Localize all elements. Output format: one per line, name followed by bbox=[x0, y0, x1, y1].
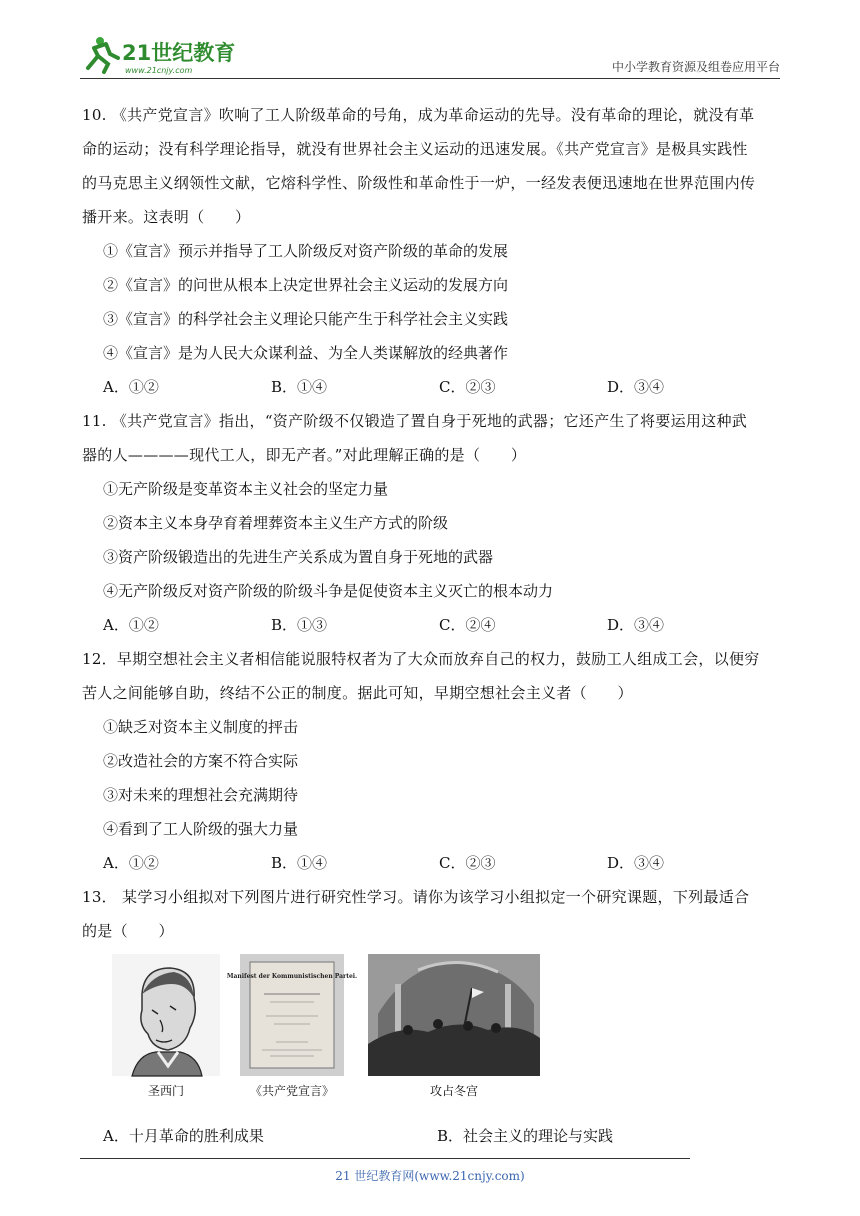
platform-name: 中小学教育资源及组卷应用平台 bbox=[611, 60, 780, 74]
choice-a[interactable]: A．十月革命的胜利成果 bbox=[103, 1127, 264, 1145]
portrait-figure bbox=[112, 954, 220, 1099]
image-caption: 圣西门 bbox=[147, 1084, 184, 1098]
statement-option: ③《宣言》的科学社会主义理论只能产生于科学社会主义实践 bbox=[103, 310, 509, 328]
statement-option: ①缺乏对资本主义制度的抨击 bbox=[103, 718, 299, 736]
question-stem-line: 12．早期空想社会主义者相信能说服特权者为了大众而放弃自己的权力，鼓励工人组成工会，以便穷 bbox=[82, 650, 760, 668]
choice-a[interactable]: A．①② bbox=[103, 378, 159, 396]
question-stem-line: 的是（ ） bbox=[82, 922, 174, 940]
choice-b[interactable]: B．①④ bbox=[271, 378, 328, 396]
choice-d[interactable]: D．③④ bbox=[607, 854, 665, 872]
question-stem-line: 11. 《共产党宣言》指出，“资产阶级不仅锻造了置自身于死地的武器；它还产生了将要运用这种武 bbox=[82, 412, 748, 430]
choice-b[interactable]: B．①④ bbox=[271, 854, 328, 872]
statement-option: ②《宣言》的问世从根本上决定世界社会主义运动的发展方向 bbox=[103, 276, 509, 294]
winter-palace-figure bbox=[368, 954, 540, 1099]
statement-option: ②资本主义本身孕育着埋葬资本主义生产方式的阶级 bbox=[103, 514, 449, 532]
manifesto-figure bbox=[226, 954, 358, 1099]
choice-d[interactable]: D．③④ bbox=[607, 616, 665, 634]
statement-option: ③资产阶级锻造出的先进生产关系成为置自身于死地的武器 bbox=[103, 548, 494, 566]
question-stem-line: 13． 某学习小组拟对下列图片进行研究性学习。请你为该学习小组拟定一个研究课题，下列最适合 bbox=[82, 888, 750, 906]
statement-option: ③对未来的理想社会充满期待 bbox=[103, 786, 299, 804]
logo-url: www.21cnjy.com bbox=[125, 66, 193, 75]
question-stem-line: 器的人————现代工人，即无产者。”对此理解正确的是（ ） bbox=[82, 446, 527, 464]
answer-choices bbox=[82, 1119, 782, 1153]
page-header bbox=[80, 28, 780, 80]
choice-a[interactable]: A．①② bbox=[103, 616, 159, 634]
answer-choices bbox=[82, 608, 782, 642]
question-stem-line: 命的运动；没有科学理论指导，就没有世界社会主义运动的迅速发展。《共产党宣言》是极具实践性 bbox=[82, 140, 748, 158]
choice-b[interactable]: B．社会主义的理论与实践 bbox=[437, 1127, 614, 1145]
statement-option: ①《宣言》预示并指导了工人阶级反对资产阶级的革命的发展 bbox=[103, 242, 509, 260]
choice-c[interactable]: C．②④ bbox=[439, 616, 496, 634]
question-stem-line: 苦人之间能够自助，终结不公正的制度。据此可知，早期空想社会主义者（ ） bbox=[82, 684, 633, 702]
answer-choices bbox=[82, 370, 782, 404]
statement-option: ④无产阶级反对资产阶级的阶级斗争是促使资本主义灭亡的根本动力 bbox=[103, 582, 554, 600]
choice-c[interactable]: C．②③ bbox=[439, 378, 496, 396]
question-stem-line: 播开来。这表明（ ） bbox=[82, 208, 251, 226]
logo-text: 21世纪教育 bbox=[122, 41, 236, 65]
choice-c[interactable]: C．②③ bbox=[439, 854, 496, 872]
question-13 bbox=[82, 880, 782, 1153]
image-caption: 攻占冬宫 bbox=[429, 1084, 478, 1098]
choice-a[interactable]: A．①② bbox=[103, 854, 159, 872]
portrait-image bbox=[112, 954, 220, 1076]
footer-text: 21 世纪教育网(www.21cnjy.com) bbox=[335, 1169, 525, 1183]
cover-title: Manifest der Kommunistischen Partei. bbox=[226, 973, 358, 980]
question-10 bbox=[82, 98, 782, 404]
question-stem-line: 的马克思主义纲领性文献，它熔科学性、阶级性和革命性于一炉，一经发表便迅速地在世界范围内传 bbox=[82, 174, 756, 192]
statement-option: ②改造社会的方案不符合实际 bbox=[103, 752, 299, 770]
manifesto-cover-image bbox=[226, 954, 358, 1076]
answer-choices bbox=[82, 846, 782, 880]
question-12 bbox=[82, 642, 782, 880]
statement-option: ①无产阶级是变革资本主义社会的坚定力量 bbox=[103, 480, 389, 498]
question-list bbox=[82, 98, 782, 1153]
footer-divider bbox=[80, 1158, 690, 1159]
logo bbox=[80, 32, 250, 76]
choice-b[interactable]: B．①③ bbox=[271, 616, 328, 634]
header-divider bbox=[80, 78, 780, 79]
choice-d[interactable]: D．③④ bbox=[607, 378, 665, 396]
question-11 bbox=[82, 404, 782, 642]
image-caption: 《共产党宣言》 bbox=[249, 1084, 334, 1098]
image-row bbox=[82, 954, 782, 1119]
statement-option: ④看到了工人阶级的强大力量 bbox=[103, 820, 299, 838]
winter-palace-image bbox=[368, 954, 540, 1076]
statement-option: ④《宣言》是为人民大众谋利益、为全人类谋解放的经典著作 bbox=[103, 344, 509, 362]
question-stem-line: 10. 《共产党宣言》吹响了工人阶级革命的号角，成为革命运动的先导。没有革命的理论，就没有革 bbox=[82, 106, 755, 124]
